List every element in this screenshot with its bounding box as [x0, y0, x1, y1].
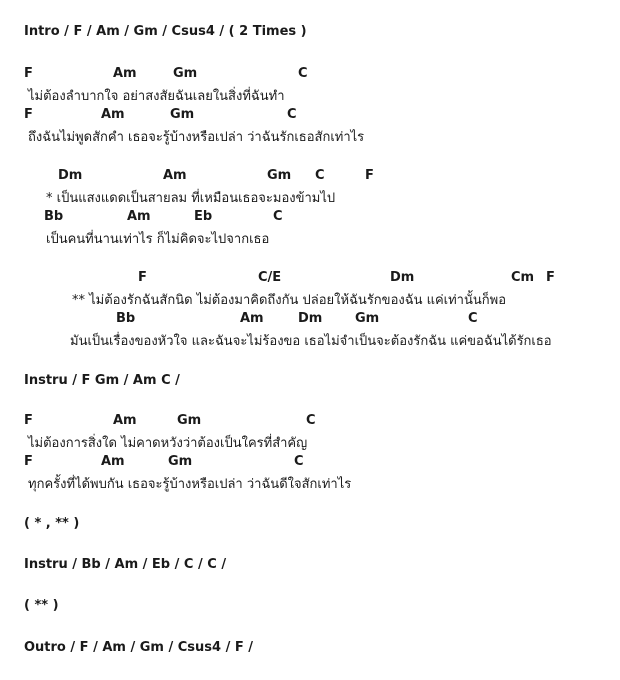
chord: Am	[113, 413, 137, 428]
lyric-line: มันเป็นเรื่องของหัวใจ และฉันจะไม่ร้องขอ เธอไม่จำเป็นจะต้องรักฉัน แค่ขอฉันได้รักเธอ	[70, 334, 552, 349]
chord: Eb	[194, 209, 213, 224]
lyric-line: เป็นคนที่นานเท่าไร ก็ไม่คิดจะไปจากเธอ	[46, 232, 270, 247]
chord: C/E	[258, 270, 282, 285]
chord: Bb	[116, 311, 136, 326]
lyric-line: ไม่ต้องลำบากใจ อย่าสงสัยฉันเลยในสิ่งที่ฉันทำ	[28, 89, 285, 104]
chord: Dm	[58, 168, 83, 183]
chord: F	[365, 168, 374, 183]
chord: Am	[163, 168, 187, 183]
instru-line-2: Instru / Bb / Am / Eb / C / C /	[24, 557, 227, 572]
chord: F	[24, 454, 33, 469]
chord: Am	[101, 454, 125, 469]
chord: F	[138, 270, 147, 285]
chord: Am	[113, 66, 137, 81]
chord: Cm	[511, 270, 535, 285]
lyric-line: ** ไม่ต้องรักฉันสักนิด ไม่ต้องมาคิดถึงกัน ปล่อยให้ฉันรักของฉัน แค่เท่านั้นก็พอ	[72, 293, 507, 308]
chord: C	[294, 454, 304, 469]
chord: Gm	[170, 107, 195, 122]
chord: F	[24, 107, 33, 122]
chord: Bb	[44, 209, 64, 224]
repeat-marker-1: ( * , ** )	[24, 516, 80, 531]
chord: C	[287, 107, 297, 122]
lyric-line: ทุกครั้งที่ได้พบกัน เธอจะรู้บ้างหรือเปล่า ว่าฉันดีใจสักเท่าไร	[28, 477, 352, 492]
chord: Gm	[177, 413, 202, 428]
chord: Gm	[168, 454, 193, 469]
instru-line-1: Instru / F Gm / Am C /	[24, 373, 180, 388]
chord: F	[24, 66, 33, 81]
lyric-line: * เป็นแสงแดดเป็นสายลม ที่เหมือนเธอจะมองข้ามไป	[46, 191, 336, 206]
chord: F	[546, 270, 555, 285]
lyric-line: ถึงฉันไม่พูดสักคำ เธอจะรู้บ้างหรือเปล่า ว่าฉันรักเธอสักเท่าไร	[28, 130, 365, 145]
chord: C	[315, 168, 325, 183]
chord: Am	[240, 311, 264, 326]
chord: Dm	[298, 311, 323, 326]
intro-line: Intro / F / Am / Gm / Csus4 / ( 2 Times )	[24, 24, 307, 39]
chord: Gm	[173, 66, 198, 81]
chord: C	[273, 209, 283, 224]
lyric-line: ไม่ต้องการสิ่งใด ไม่คาดหวังว่าต้องเป็นใครที่สำคัญ	[28, 436, 308, 451]
chord: Am	[127, 209, 151, 224]
chord: Dm	[390, 270, 415, 285]
chord: Gm	[355, 311, 380, 326]
chord: C	[298, 66, 308, 81]
chord: C	[468, 311, 478, 326]
chord: Gm	[267, 168, 292, 183]
repeat-marker-2: ( ** )	[24, 598, 59, 613]
outro-line: Outro / F / Am / Gm / Csus4 / F /	[24, 640, 254, 655]
chord: C	[306, 413, 316, 428]
chord: F	[24, 413, 33, 428]
chord: Am	[101, 107, 125, 122]
